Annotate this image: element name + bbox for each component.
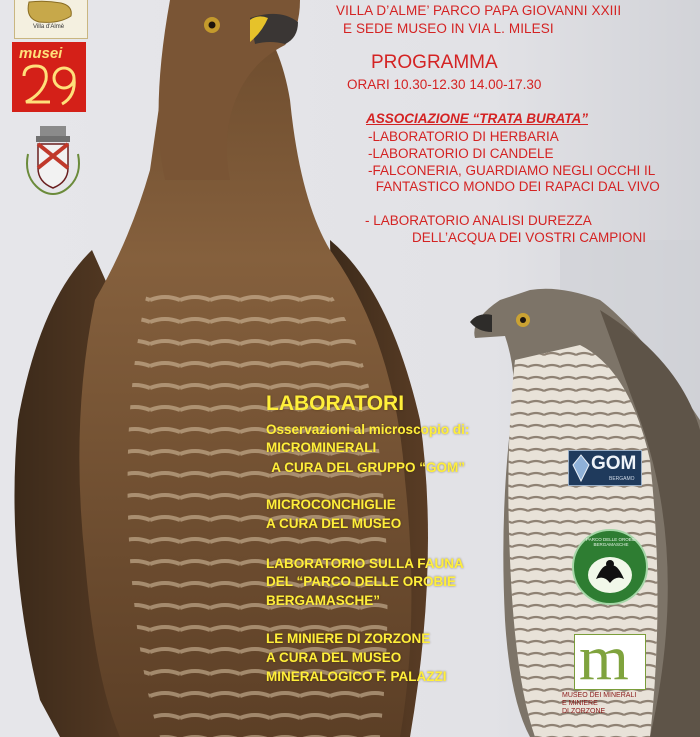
laboratori-title: LABORATORI xyxy=(266,392,405,415)
programma-hours: ORARI 10.30-12.30 14.00-17.30 xyxy=(347,77,542,92)
association-name: ASSOCIAZIONE “TRATA BURATA” xyxy=(366,111,588,126)
header-line-1: VILLA D’ALME’ PARCO PAPA GIOVANNI XXIII xyxy=(336,3,622,18)
musei-logo xyxy=(12,42,86,112)
coat-of-arms-icon xyxy=(22,124,84,200)
villa-logo xyxy=(14,0,88,39)
museo-caption-line: DI ZORZONE xyxy=(562,708,606,715)
gom-logo-sub: BERGAMO xyxy=(609,476,635,482)
lab-line: MICROMINERALI xyxy=(266,440,377,455)
lab-line: A CURA DEL MUSEO xyxy=(266,650,402,665)
musei-swirl-icon xyxy=(12,42,86,112)
museo-logo-letter: m xyxy=(579,622,629,693)
lab-line: DEL “PARCO DELLE OROBIE xyxy=(266,574,457,589)
association-extra-2: DELL’ACQUA DEI VOSTRI CAMPIONI xyxy=(412,230,647,245)
museo-caption-line: MUSEO DEI MINERALI xyxy=(562,692,637,699)
museo-caption-line: E MINIERE xyxy=(562,700,598,707)
lab-line: MICROCONCHIGLIE xyxy=(266,497,396,512)
gom-logo xyxy=(568,450,642,486)
association-extra-1: - LABORATORIO ANALISI DUREZZA xyxy=(365,213,592,228)
crystal-icon xyxy=(571,453,591,483)
association-item: -FALCONERIA, GUARDIAMO NEGLI OCCHI IL xyxy=(368,163,656,178)
lab-line: A CURA DEL GRUPPO “GOM” xyxy=(268,460,466,475)
lab-line: LE MINIERE DI ZORZONE xyxy=(266,631,431,646)
villa-logo-text: Villa d'Almè xyxy=(33,24,65,30)
parco-logo xyxy=(572,529,648,605)
museo-caption xyxy=(562,692,636,716)
lab-line: BERGAMASCHE” xyxy=(266,593,381,608)
parco-logo-text: PARCO DELLE OROBIE BERGAMASCHE xyxy=(586,537,636,547)
musei-logo-text: musei xyxy=(19,45,63,62)
lab-line: LABORATORIO SULLA FAUNA xyxy=(266,556,464,571)
bird-icon xyxy=(574,531,646,603)
map-icon xyxy=(15,0,87,26)
association-item: -LABORATORIO DI HERBARIA xyxy=(368,129,559,144)
gom-logo-text: GOM xyxy=(591,453,637,474)
lab-line: Osservazioni al microscopio di: xyxy=(266,422,470,437)
association-item: FANTASTICO MONDO DEI RAPACI DAL VIVO xyxy=(372,179,660,194)
header-line-2: E SEDE MUSEO IN VIA L. MILESI xyxy=(343,21,554,36)
museo-logo xyxy=(574,622,646,693)
programma-title: PROGRAMMA xyxy=(371,52,498,73)
lab-line: MINERALOGICO F. PALAZZI xyxy=(266,669,447,684)
association-item: -LABORATORIO DI CANDELE xyxy=(368,146,554,161)
lab-line: A CURA DEL MUSEO xyxy=(266,516,402,531)
